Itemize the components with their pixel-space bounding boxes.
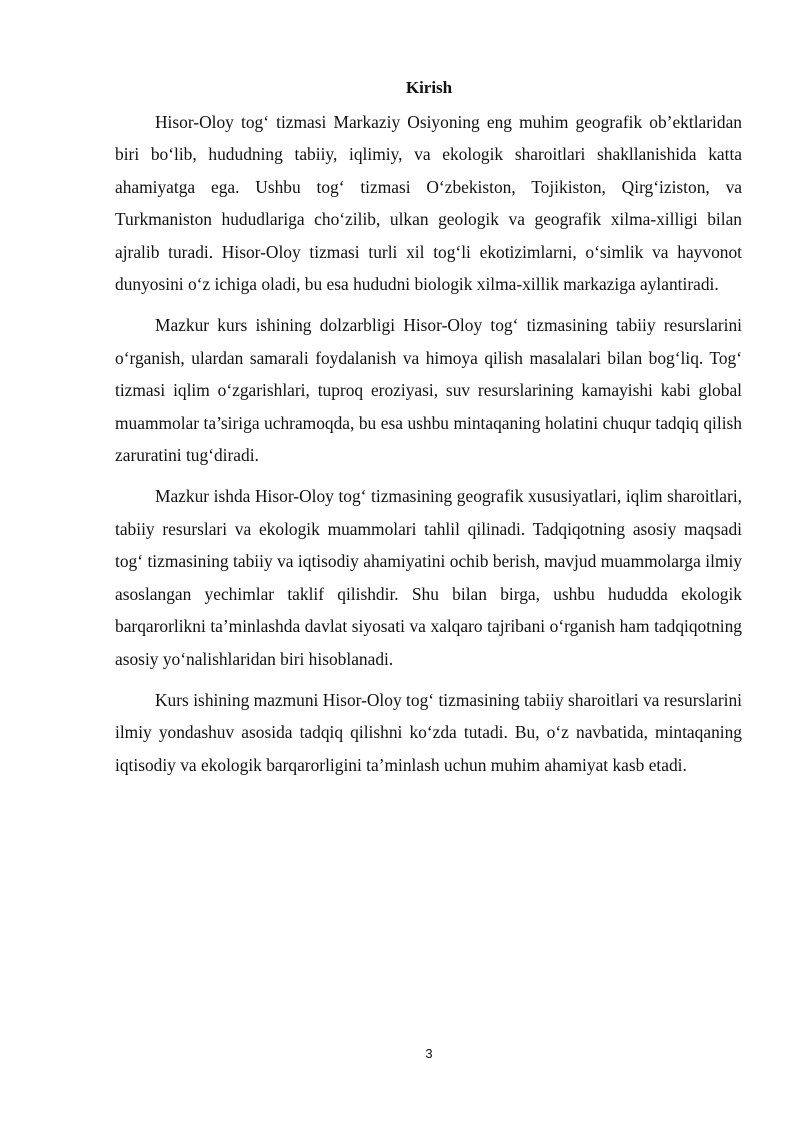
paragraph-3: Mazkur ishda Hisor-Oloy tog‘ tizmasining geografik xususiyatlari, iqlim sharoitlari, tabiiy resurslari va ekologik muammolari tahlil qilinadi. Tadqiqotning asosiy maqsadi tog‘ tizmasining tabiiy va iqtisodiy ahamiyatini ochib berish, mavjud muammolarga ilmiy asoslangan yechimlar taklif qilishdir. Shu bilan birga, ushbu hududda ekologik barqarorlikni ta’minlashda davlat siyosati va xalqaro tajribani o‘rganish ham tadqiqotning asosiy yo‘nalishlaridan biri hisoblanadi. — [115, 486, 742, 669]
section-heading: Kirish — [405, 78, 453, 97]
paragraph-1: Hisor-Oloy tog‘ tizmasi Markaziy Osiyoning eng muhim geografik ob’ektlaridan biri bo‘lib, hududning tabiiy, iqlimiy, va ekologik sharoitlari shakllanishida katta ahamiyatga ega. Ushbu tog‘ tizmasi O‘zbekiston, Tojikiston, Qirg‘iziston, va Turkmaniston hududlariga cho‘zilib, ulkan geologik va geografik xilma-xilligi bilan ajralib turadi. Hisor-Oloy tizmasi turli xil tog‘li ekotizimlarni, o‘simlik va hayvonot dunyosini o‘z ichiga oladi, bu esa hududni biologik xilma-xillik markaziga aylantiradi. — [115, 112, 742, 295]
body-text — [115, 106, 742, 790]
paragraph-2: Mazkur kurs ishining dolzarbligi Hisor-Oloy tog‘ tizmasining tabiiy resurslarini o‘rganish, ulardan samarali foydalanish va himoya qilish masalalari bilan bog‘liq. Tog‘ tizmasi iqlim o‘zgarishlari, tuproq eroziyasi, suv resurslarining kamayishi kabi global muammolar ta’siriga uchramoqda, bu esa ushbu mintaqaning holatini chuqur tadqiq qilish zaruratini tug‘diradi. — [115, 315, 742, 466]
paragraph-4: Kurs ishining mazmuni Hisor-Oloy tog‘ tizmasining tabiiy sharoitlari va resurslarini ilmiy yondashuv asosida tadqiq qilishni ko‘zda tutadi. Bu, o‘z navbatida, mintaqaning iqtisodiy va ekologik barqarorligini ta’minlash uchun muhim ahamiyat kasb etadi. — [115, 689, 742, 775]
page-number: 3 — [425, 1046, 433, 1061]
